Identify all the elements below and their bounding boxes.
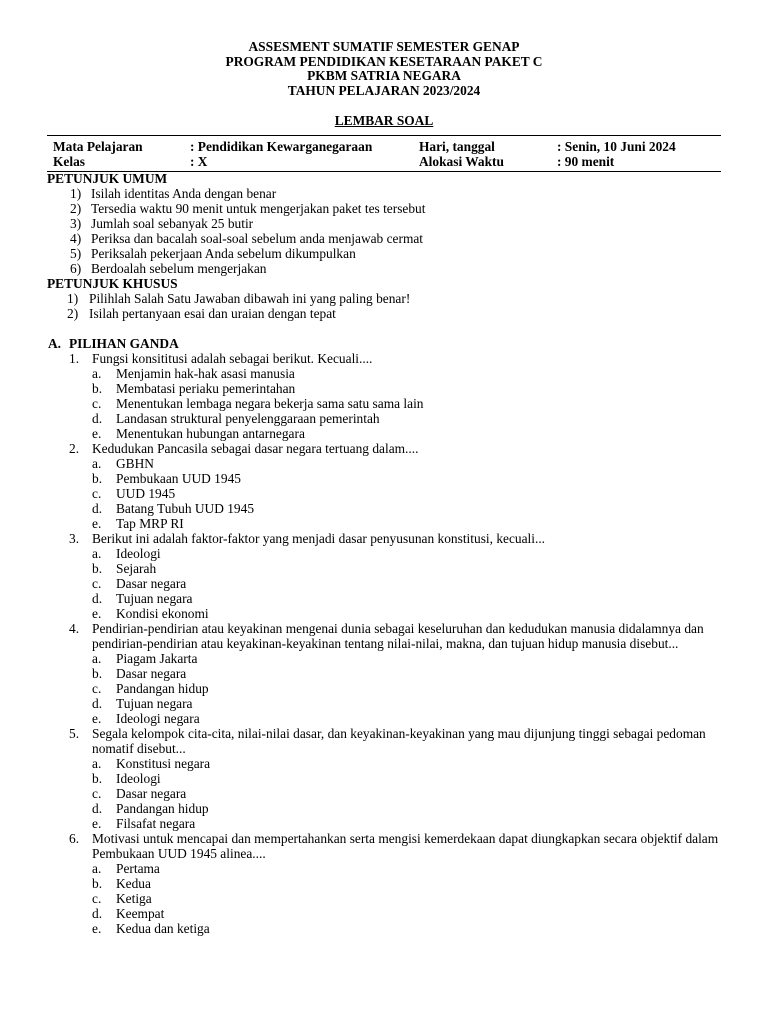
item-text: Isilah pertanyaan esai dan uraian dengan tepat [89, 306, 336, 321]
answer-option [47, 381, 727, 396]
exam-body [47, 171, 727, 936]
item-text: Periksalah pekerjaan Anda sebelum dikumpulkan [91, 246, 356, 261]
option-label: d. [92, 696, 103, 711]
answer-option [47, 366, 727, 381]
question-item [47, 621, 727, 726]
answer-option [47, 906, 727, 921]
header-line-2: PROGRAM PENDIDIKAN KESETARAAN PAKET C [225, 53, 543, 69]
option-label: b. [92, 876, 103, 891]
petunjuk-khusus-list [47, 291, 727, 321]
answer-option [47, 516, 727, 531]
header-line-1: ASSESMENT SUMATIF SEMESTER GENAP [248, 39, 520, 54]
answer-option [47, 411, 727, 426]
option-text: Menjamin hak-hak asasi manusia [116, 366, 295, 381]
question-item [47, 351, 727, 441]
option-label: a. [92, 861, 102, 876]
option-text: Pandangan hidup [116, 681, 209, 696]
question-number: 4. [69, 621, 80, 636]
option-label: d. [92, 501, 103, 516]
answer-option [47, 801, 727, 816]
answer-option [47, 816, 727, 831]
alokasi-value: : 90 menit [557, 154, 615, 169]
option-text: Pembukaan UUD 1945 [116, 471, 241, 486]
list-item [47, 291, 727, 306]
option-label: c. [92, 486, 102, 501]
question-stem [47, 621, 727, 651]
answer-option [47, 876, 727, 891]
answer-option [47, 606, 727, 621]
petunjuk-umum-title: PETUNJUK UMUM [47, 171, 168, 186]
item-number: 1) [67, 291, 79, 306]
kelas-label: Kelas [53, 154, 85, 169]
answer-option [47, 591, 727, 606]
option-text: Sejarah [116, 561, 157, 576]
answer-option [47, 921, 727, 936]
question-stem [47, 726, 727, 756]
option-text: Filsafat negara [116, 816, 196, 831]
option-text: Ketiga [116, 891, 152, 906]
alokasi-label: Alokasi Waktu [419, 154, 504, 169]
item-text: Berdoalah sebelum mengerjakan [91, 261, 267, 276]
option-label: d. [92, 801, 103, 816]
question-stem [47, 351, 727, 366]
question-text: Kedudukan Pancasila sebagai dasar negara tertuang dalam.... [92, 441, 419, 456]
option-text: Dasar negara [116, 786, 187, 801]
list-item [47, 261, 727, 276]
option-text: Pandangan hidup [116, 801, 209, 816]
question-stem [47, 831, 727, 861]
answer-option [47, 861, 727, 876]
option-text: Keempat [116, 906, 165, 921]
header-line-4: TAHUN PELAJARAN 2023/2024 [287, 82, 481, 98]
option-label: e. [92, 516, 102, 531]
question-text: Segala kelompok cita-cita, nilai-nilai dasar, dan keyakinan-keyakinan yang mau dijunjung tinggi sebagai pedoman nomatif disebut... [92, 726, 706, 756]
list-item [47, 231, 727, 246]
option-text: Pertama [116, 861, 160, 876]
kelas-value: : X [190, 154, 208, 169]
answer-option [47, 771, 727, 786]
identity-block [53, 139, 733, 169]
option-text: Dasar negara [116, 576, 187, 591]
option-label: b. [92, 771, 103, 786]
option-text: Menentukan hubungan antarnegara [116, 426, 305, 441]
option-label: c. [92, 786, 102, 801]
item-number: 6) [70, 261, 82, 276]
header-line-3: PKBM SATRIA NEGARA [307, 68, 461, 83]
pilihan-ganda-heading [47, 336, 727, 351]
option-text: Dasar negara [116, 666, 187, 681]
mapel-value: : Pendidikan Kewarganegaraan [190, 139, 373, 154]
list-item [47, 186, 727, 201]
answer-option [47, 396, 727, 411]
list-item [47, 306, 727, 321]
option-label: b. [92, 471, 103, 486]
option-text: Konstitusi negara [116, 756, 211, 771]
option-label: d. [92, 906, 103, 921]
option-label: e. [92, 921, 102, 936]
question-number: 3. [69, 531, 80, 546]
option-text: Landasan struktural penyelenggaraan pemerintah [116, 411, 380, 426]
answer-option [47, 666, 727, 681]
item-text: Isilah identitas Anda dengan benar [91, 186, 277, 201]
question-item [47, 531, 727, 621]
option-text: Piagam Jakarta [116, 651, 198, 666]
answer-option [47, 651, 727, 666]
answer-option [47, 576, 727, 591]
answer-option [47, 471, 727, 486]
question-stem [47, 531, 727, 546]
option-label: a. [92, 756, 102, 771]
option-text: GBHN [116, 456, 154, 471]
option-text: Menentukan lembaga negara bekerja sama satu sama lain [116, 396, 424, 411]
question-item [47, 831, 727, 936]
answer-option [47, 456, 727, 471]
option-label: e. [92, 606, 102, 621]
list-item [47, 216, 727, 231]
option-label: e. [92, 816, 102, 831]
answer-option [47, 696, 727, 711]
answer-option [47, 786, 727, 801]
question-text: Fungsi konsititusi adalah sebagai berikut. Kecuali.... [92, 351, 373, 366]
option-text: Kondisi ekonomi [116, 606, 209, 621]
answer-option [47, 546, 727, 561]
lembar-soal-title: LEMBAR SOAL [334, 113, 434, 128]
hari-value: : Senin, 10 Juni 2024 [557, 139, 676, 154]
option-label: a. [92, 546, 102, 561]
item-text: Periksa dan bacalah soal-soal sebelum anda menjawab cermat [91, 231, 424, 246]
option-text: Tap MRP RI [116, 516, 184, 531]
option-text: Kedua [116, 876, 151, 891]
top-divider [47, 135, 721, 136]
petunjuk-umum-list [47, 186, 727, 276]
option-label: e. [92, 426, 102, 441]
question-item [47, 441, 727, 531]
option-label: b. [92, 666, 103, 681]
question-number: 6. [69, 831, 80, 846]
question-text: Pendirian-pendirian atau keyakinan mengenai dunia sebagai keseluruhan dan kedudukan manusia didalamnya dan pendirian-pendirian atau keyakinan-keyakinan tentang nilai-nilai, makna, dan tujuan hidup manusia disebut... [92, 621, 704, 651]
option-label: a. [92, 651, 102, 666]
answer-option [47, 681, 727, 696]
list-item [47, 201, 727, 216]
question-item [47, 726, 727, 831]
item-number: 4) [70, 231, 82, 246]
option-text: Tujuan negara [116, 591, 193, 606]
question-stem [47, 441, 727, 456]
hari-label: Hari, tanggal [419, 139, 495, 154]
option-label: d. [92, 411, 103, 426]
answer-option [47, 891, 727, 906]
item-number: 3) [70, 216, 82, 231]
question-text: Motivasi untuk mencapai dan mempertahankan serta mengisi kemerdekaan dapat diungkapkan secara objektif dalam Pembukaan UUD 1945 alinea.... [92, 831, 719, 861]
option-label: c. [92, 891, 102, 906]
answer-option [47, 486, 727, 501]
document-header [0, 40, 768, 98]
section-letter: A. [48, 336, 62, 351]
list-item [47, 246, 727, 261]
question-number: 5. [69, 726, 80, 741]
answer-option [47, 426, 727, 441]
petunjuk-khusus-title: PETUNJUK KHUSUS [47, 276, 178, 291]
item-text: Tersedia waktu 90 menit untuk mengerjakan paket tes tersebut [91, 201, 426, 216]
option-text: Batang Tubuh UUD 1945 [116, 501, 255, 516]
mapel-label: Mata Pelajaran [53, 139, 143, 154]
answer-option [47, 711, 727, 726]
identity-row-1 [53, 139, 733, 154]
identity-row-2 [53, 154, 733, 169]
option-label: a. [92, 456, 102, 471]
answer-option [47, 561, 727, 576]
option-label: c. [92, 681, 102, 696]
option-label: c. [92, 576, 102, 591]
option-label: e. [92, 711, 102, 726]
item-number: 2) [70, 201, 82, 216]
option-label: b. [92, 561, 103, 576]
answer-option [47, 756, 727, 771]
option-text: Ideologi [116, 771, 161, 786]
option-text: Tujuan negara [116, 696, 193, 711]
question-number: 2. [69, 441, 80, 456]
item-text: Pilihlah Salah Satu Jawaban dibawah ini yang paling benar! [89, 291, 411, 306]
section-title: PILIHAN GANDA [69, 336, 179, 351]
question-number: 1. [69, 351, 80, 366]
option-text: Membatasi periaku pemerintahan [116, 381, 296, 396]
option-text: Kedua dan ketiga [116, 921, 210, 936]
option-text: Ideologi [116, 546, 161, 561]
option-text: Ideologi negara [116, 711, 200, 726]
option-label: b. [92, 381, 103, 396]
option-label: c. [92, 396, 102, 411]
question-text: Berikut ini adalah faktor-faktor yang menjadi dasar penyusunan konstitusi, kecuali... [92, 531, 546, 546]
question-list [47, 351, 727, 936]
option-label: d. [92, 591, 103, 606]
answer-option [47, 501, 727, 516]
option-text: UUD 1945 [116, 486, 176, 501]
option-label: a. [92, 366, 102, 381]
item-number: 1) [70, 186, 82, 201]
item-number: 2) [67, 306, 79, 321]
item-text: Jumlah soal sebanyak 25 butir [91, 216, 254, 231]
spacer [47, 321, 727, 336]
item-number: 5) [70, 246, 82, 261]
